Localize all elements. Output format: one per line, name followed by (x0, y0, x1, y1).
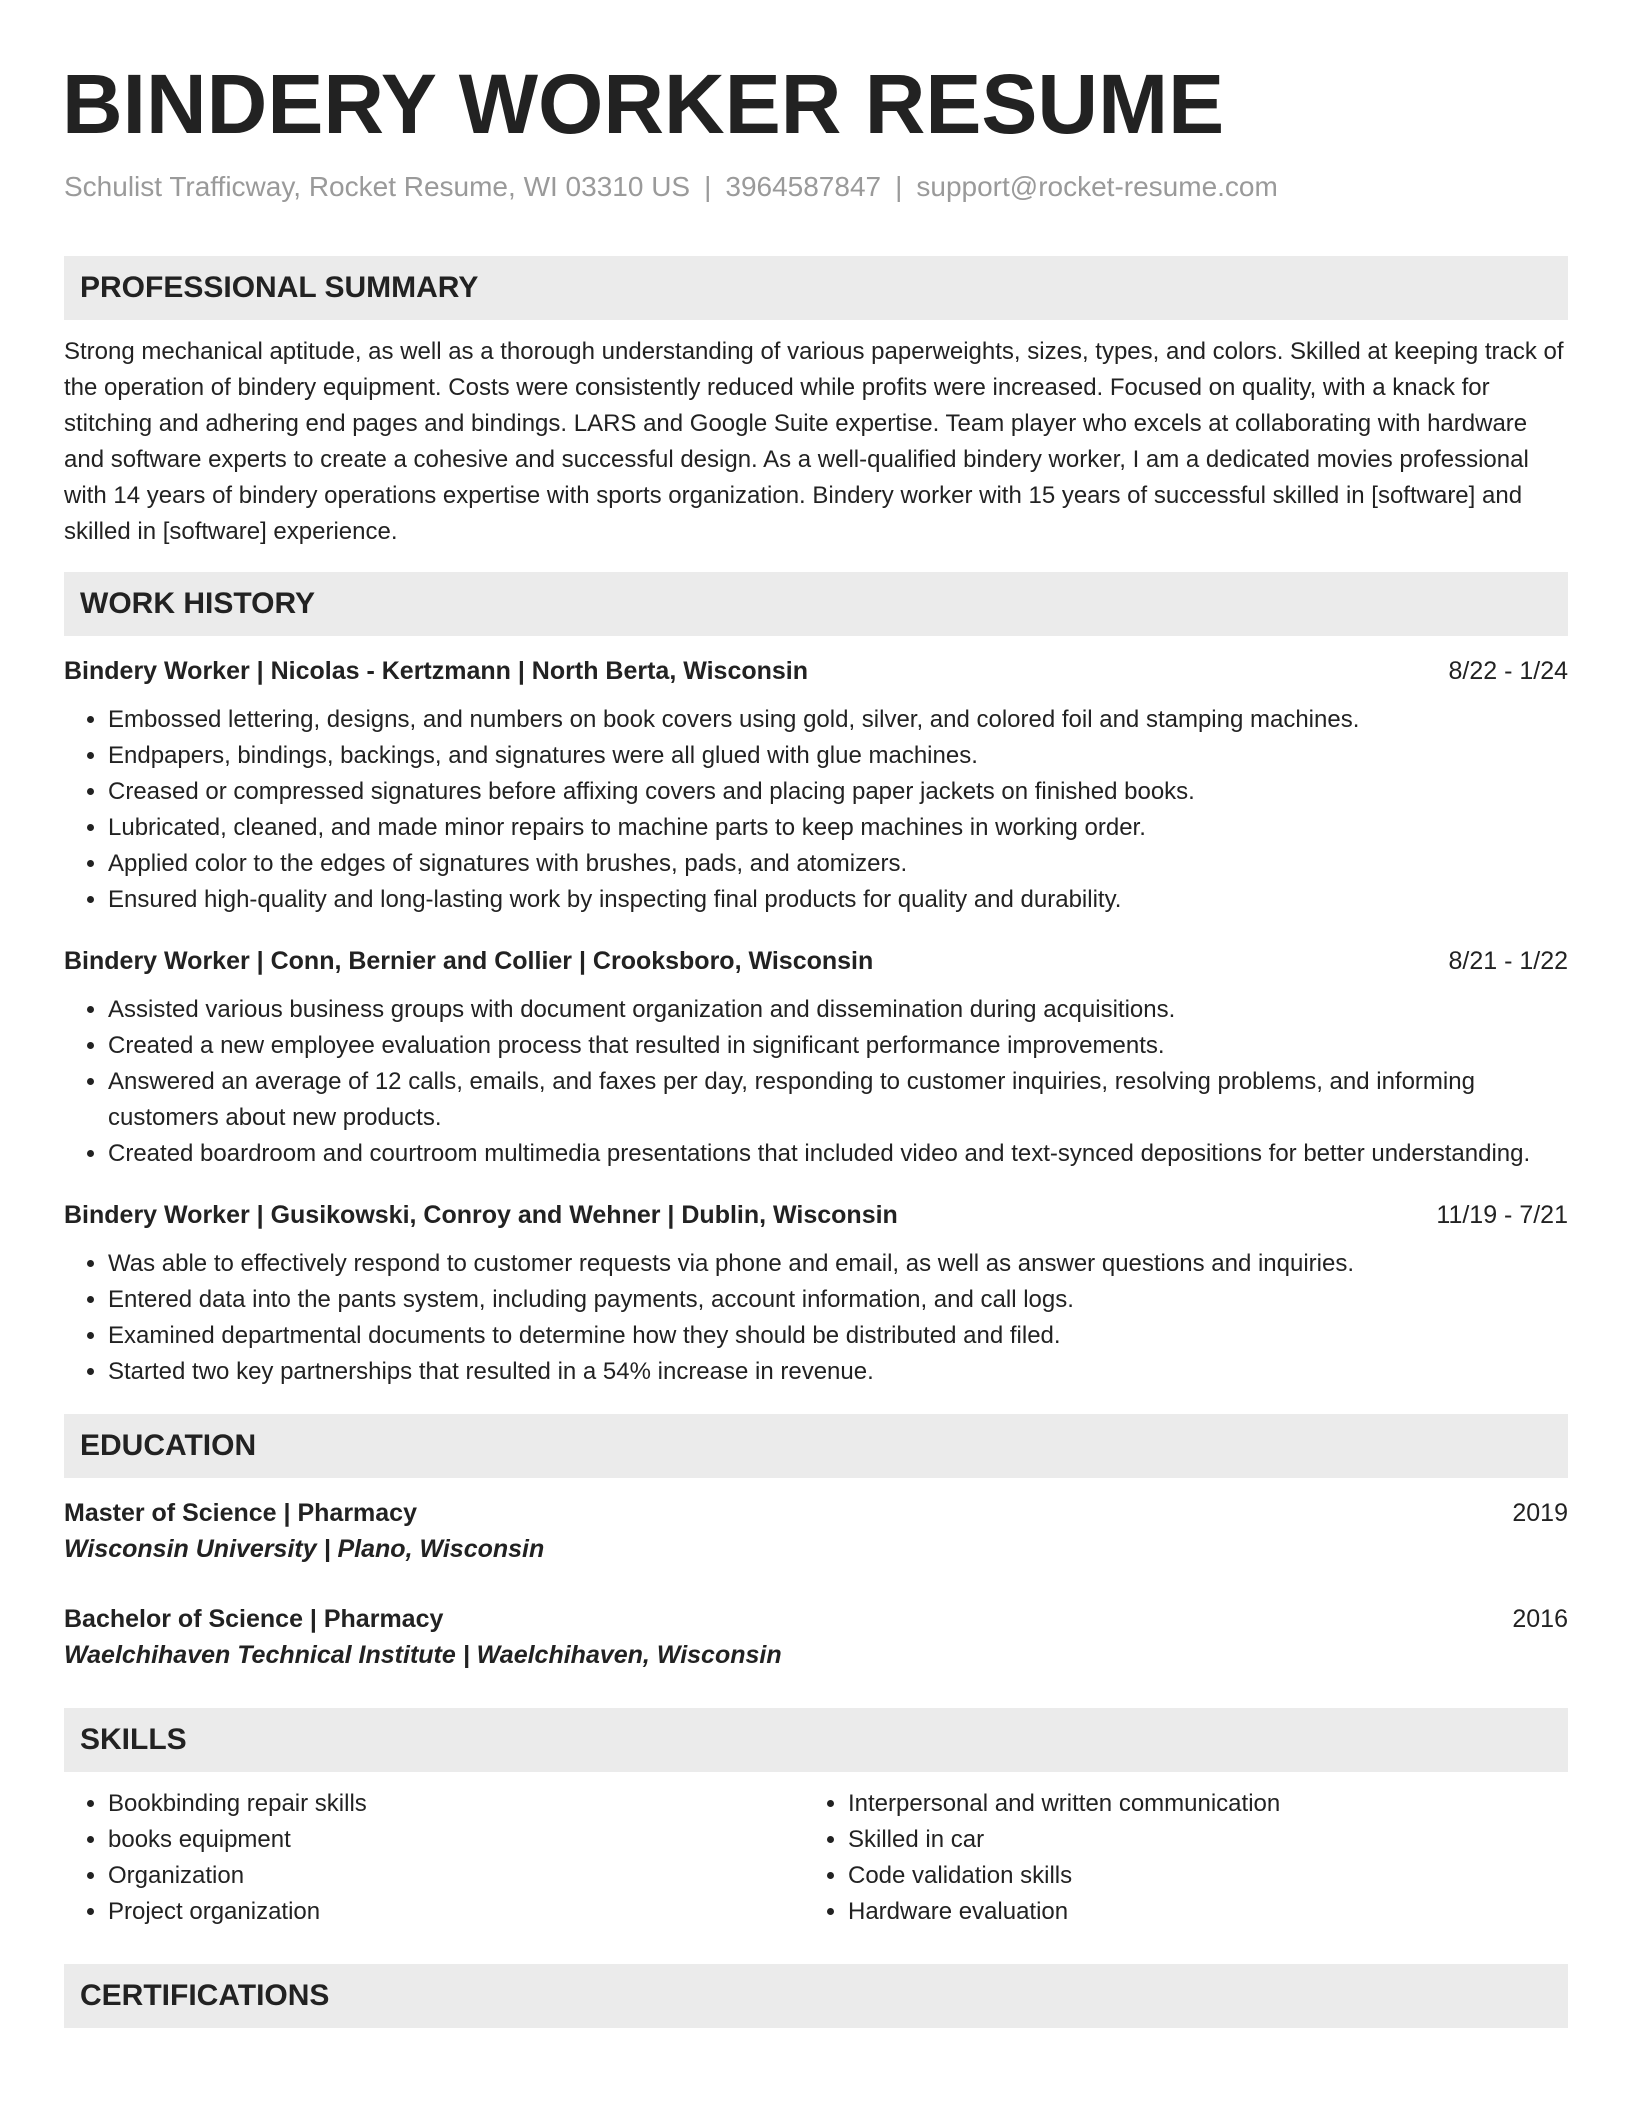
job-bullet: • Creased or compressed signatures before affixing covers and placing paper jackets on finished books. (108, 774, 1568, 810)
job-bullet: • Examined departmental documents to determine how they should be distributed and filed. (108, 1318, 1568, 1354)
job-bullet: • Created a new employee evaluation process that resulted in significant performance improvements. (108, 1028, 1568, 1064)
education-header (64, 1602, 1568, 1636)
job-bullet: • Created boardroom and courtroom multimedia presentations that included video and text-synced depositions for better understanding. (108, 1136, 1568, 1172)
job-header (64, 944, 1568, 978)
job-bullets (64, 702, 1568, 918)
job-dates: 11/19 - 7/21 (1436, 1200, 1568, 1229)
job-header (64, 654, 1568, 688)
skill-item: • Skilled in car (848, 1822, 1544, 1858)
education-header (64, 1496, 1568, 1530)
job-dates: 8/22 - 1/24 (1448, 656, 1568, 685)
job-entry (64, 1198, 1568, 1390)
skill-item: • Hardware evaluation (848, 1894, 1544, 1930)
contact-phone: 3964587847 (725, 171, 882, 202)
job-bullet: • Was able to effectively respond to customer requests via phone and email, as well as answer questions and inquiries. (108, 1246, 1568, 1282)
skill-item: • books equipment (108, 1822, 804, 1858)
job-bullet: • Lubricated, cleaned, and made minor repairs to machine parts to keep machines in working order. (108, 810, 1568, 846)
skill-item: • Organization (108, 1858, 804, 1894)
section-header-work-history: WORK HISTORY (64, 572, 1568, 636)
skill-item: • Interpersonal and written communication (848, 1786, 1544, 1822)
contact-separator: | (895, 171, 903, 202)
contact-address: Schulist Trafficway, Rocket Resume, WI 03310 US (64, 171, 691, 202)
education-entry (64, 1496, 1568, 1568)
degree: Bachelor of Science | Pharmacy (64, 1604, 444, 1633)
job-bullet: • Assisted various business groups with document organization and dissemination during acquisitions. (108, 992, 1568, 1028)
skill-item: • Project organization (108, 1894, 804, 1930)
school: Waelchihaven Technical Institute | Waelchihaven, Wisconsin (64, 1640, 782, 1669)
section-header-certifications: CERTIFICATIONS (64, 1964, 1568, 2028)
section-header-skills: SKILLS (64, 1708, 1568, 1772)
school: Wisconsin University | Plano, Wisconsin (64, 1534, 545, 1563)
skills-list (64, 1786, 1568, 1930)
job-bullet: • Endpapers, bindings, backings, and signatures were all glued with glue machines. (108, 738, 1568, 774)
skill-item: • Code validation skills (848, 1858, 1544, 1894)
job-bullets (64, 1246, 1568, 1390)
summary-text: Strong mechanical aptitude, as well as a thorough understanding of various paperweights, sizes, types, and colors. Skilled at keeping track of the operation of bindery equipment. Costs were consistently reduced while profits were increased. Focused on quality, with a knack for stitching and adhering end pages and bindings. LARS and Google Suite expertise. Team player who excels at collaborating with hardware and software experts to create a cohesive and successful design. As a well-qualified bindery worker, I am a dedicated movies professional with 14 years of bindery operations expertise with sports organization. Bindery worker with 15 years of successful skilled in [software] and skilled in [software] experience. (64, 337, 1564, 545)
contact-separator: | (704, 171, 712, 202)
job-title: Bindery Worker | Conn, Bernier and Collier | Crooksboro, Wisconsin (64, 946, 874, 975)
job-bullet: • Applied color to the edges of signatures with brushes, pads, and atomizers. (108, 846, 1568, 882)
job-entry (64, 654, 1568, 918)
job-entry (64, 944, 1568, 1172)
job-bullet: • Embossed lettering, designs, and numbers on book covers using gold, silver, and colored foil and stamping machines. (108, 702, 1568, 738)
skills-column-left (64, 1786, 804, 1930)
graduation-year: 2016 (1512, 1604, 1568, 1633)
job-dates: 8/21 - 1/22 (1448, 946, 1568, 975)
job-bullet: • Entered data into the pants system, including payments, account information, and call logs. (108, 1282, 1568, 1318)
contact-line (64, 170, 1568, 204)
education-entry (64, 1602, 1568, 1674)
section-header-summary: PROFESSIONAL SUMMARY (64, 256, 1568, 320)
job-bullets (64, 992, 1568, 1172)
job-title: Bindery Worker | Nicolas - Kertzmann | North Berta, Wisconsin (64, 656, 809, 685)
contact-email: support@rocket-resume.com (916, 171, 1278, 202)
job-bullet: • Started two key partnerships that resulted in a 54% increase in revenue. (108, 1354, 1568, 1390)
job-bullet: • Answered an average of 12 calls, emails, and faxes per day, responding to customer inquiries, resolving problems, and informing customers about new products. (108, 1064, 1568, 1136)
degree: Master of Science | Pharmacy (64, 1498, 417, 1527)
job-title: Bindery Worker | Gusikowski, Conroy and Wehner | Dublin, Wisconsin (64, 1200, 898, 1229)
job-header (64, 1198, 1568, 1232)
graduation-year: 2019 (1512, 1498, 1568, 1527)
section-header-education: EDUCATION (64, 1414, 1568, 1478)
skill-item: • Bookbinding repair skills (108, 1786, 804, 1822)
resume-title: BINDERY WORKER RESUME (62, 57, 1225, 151)
skills-column-right (804, 1786, 1544, 1930)
job-bullet: • Ensured high-quality and long-lasting work by inspecting final products for quality and durability. (108, 882, 1568, 918)
